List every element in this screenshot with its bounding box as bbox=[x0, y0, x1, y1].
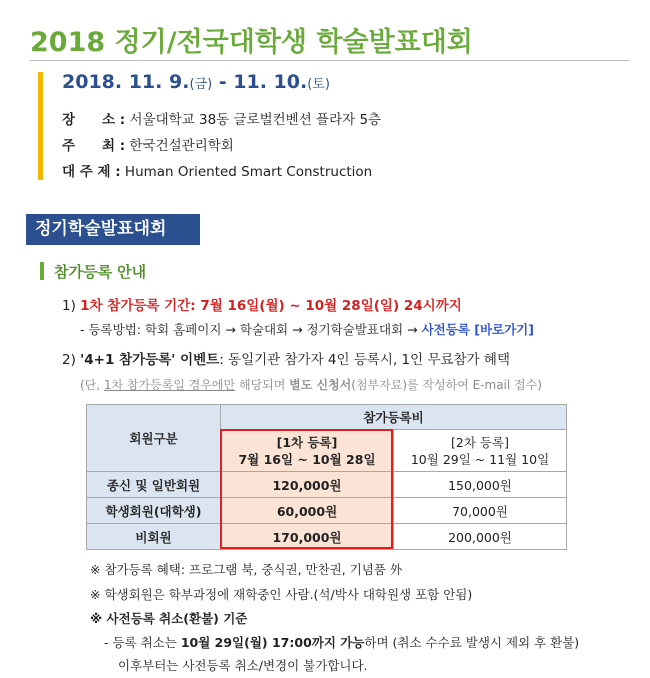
note-refund-pre: - 등록 취소는 bbox=[104, 635, 177, 650]
note-student: ※ 학생회원은 학부과정에 재학중인 사람.(석/박사 대학원생 포함 안됨) bbox=[90, 587, 473, 602]
item-2-number: 2) bbox=[62, 352, 76, 368]
early-fee-cell: 170,000원 bbox=[221, 524, 394, 550]
item-2-note bbox=[80, 376, 542, 393]
member-type-cell: 종신 및 일반회원 bbox=[87, 472, 221, 498]
table-row bbox=[87, 524, 567, 550]
note-refund-policy bbox=[104, 633, 579, 651]
note-refund-post: 하며 (취소 수수료 발생시 제외 후 환불) bbox=[364, 635, 580, 650]
fee-header: 참가등록비 bbox=[221, 405, 567, 430]
item-2-highlight: '4+1 참가등록' 이벤트 bbox=[80, 352, 220, 368]
early-registration-period: 7월 16일 ~ 10월 28일 bbox=[238, 451, 376, 467]
info-host bbox=[62, 134, 234, 154]
item-2-note-underlined: 1차 참가등록일 경우에만 bbox=[103, 378, 236, 392]
note-refund-title: ※ 사전등록 취소(환불) 기준 bbox=[90, 611, 248, 626]
table-row bbox=[87, 472, 567, 498]
subsection-title: 참가등록 안내 bbox=[54, 263, 147, 281]
registration-method-text: - 등록방법: 학회 홈페이지 → 학술대회 → 정기학술발표대회 → bbox=[80, 322, 418, 337]
info-accent-bar bbox=[38, 72, 43, 180]
late-fee-cell: 150,000원 bbox=[394, 472, 567, 498]
item-1-period: 1차 참가등록 기간: 7월 16일(월) ~ 10월 28일(일) 24시까지 bbox=[80, 298, 462, 314]
info-host-label: 주 최 : bbox=[62, 138, 126, 154]
event-date bbox=[62, 71, 330, 93]
item-2-note-bold: 별도 신청서 bbox=[289, 378, 352, 392]
section-header: 정기학술발표대회 bbox=[26, 214, 200, 245]
early-fee-cell: 120,000원 bbox=[221, 472, 394, 498]
info-venue-value: 서울대학교 38동 글로벌컨벤션 플라자 5층 bbox=[129, 112, 382, 128]
info-venue-label: 장 소 : bbox=[62, 112, 126, 128]
info-theme-label: 대 주 제 : bbox=[62, 164, 121, 180]
member-type-cell: 비회원 bbox=[87, 524, 221, 550]
date-start-weekday: (금) bbox=[189, 77, 213, 92]
date-separator: - bbox=[212, 71, 234, 93]
note-refund-deadline: 10월 29일(월) 17:00까지 가능 bbox=[180, 635, 365, 650]
early-fee-cell: 60,000원 bbox=[221, 498, 394, 524]
registration-method bbox=[80, 320, 534, 338]
late-registration-period: 10월 29일 ~ 11월 10일 bbox=[410, 451, 550, 467]
pre-registration-link[interactable]: 사전등록 [바로가기] bbox=[421, 322, 534, 337]
early-registration-header bbox=[221, 430, 394, 472]
title-divider bbox=[30, 60, 630, 61]
table-row bbox=[87, 498, 567, 524]
info-theme-value: Human Oriented Smart Construction bbox=[124, 164, 373, 180]
page-title: 2018 정기/전국대학생 학술발표대회 bbox=[30, 27, 473, 58]
item-2-text: : 동일기관 참가자 4인 등록시, 1인 무료참가 혜택 bbox=[219, 352, 511, 368]
late-fee-cell: 200,000원 bbox=[394, 524, 567, 550]
fee-table bbox=[86, 404, 567, 550]
date-end: 11. 10. bbox=[233, 71, 308, 93]
date-end-weekday: (토) bbox=[307, 77, 330, 92]
subsection-accent-bar bbox=[40, 262, 44, 280]
early-registration-label: [1차 등록] bbox=[276, 434, 338, 450]
late-registration-label: [2차 등록] bbox=[451, 434, 509, 450]
member-type-header: 회원구분 bbox=[87, 405, 221, 472]
item-2 bbox=[62, 348, 510, 368]
date-start: 2018. 11. 9. bbox=[62, 71, 190, 93]
late-fee-cell: 70,000원 bbox=[394, 498, 567, 524]
member-type-cell: 학생회원(대학생) bbox=[87, 498, 221, 524]
table-header-row bbox=[87, 405, 567, 430]
item-2-note-mid: 해당되며 bbox=[238, 378, 286, 392]
info-host-value: 한국건설관리학회 bbox=[129, 138, 234, 154]
item-1 bbox=[62, 294, 462, 314]
note-refund-after: 이후부터는 사전등록 취소/변경이 불가합니다. bbox=[118, 658, 368, 673]
item-1-number: 1) bbox=[62, 298, 76, 314]
info-theme bbox=[62, 160, 372, 180]
note-benefit: ※ 참가등록 혜택: 프로그램 북, 중식권, 만찬권, 기념품 外 bbox=[90, 562, 403, 577]
item-2-note-pre: (단, bbox=[80, 378, 101, 392]
item-2-note-post: (첨부자료)를 작성하여 E-mail 접수) bbox=[351, 378, 542, 392]
info-venue bbox=[62, 108, 381, 128]
late-registration-header bbox=[394, 430, 567, 472]
